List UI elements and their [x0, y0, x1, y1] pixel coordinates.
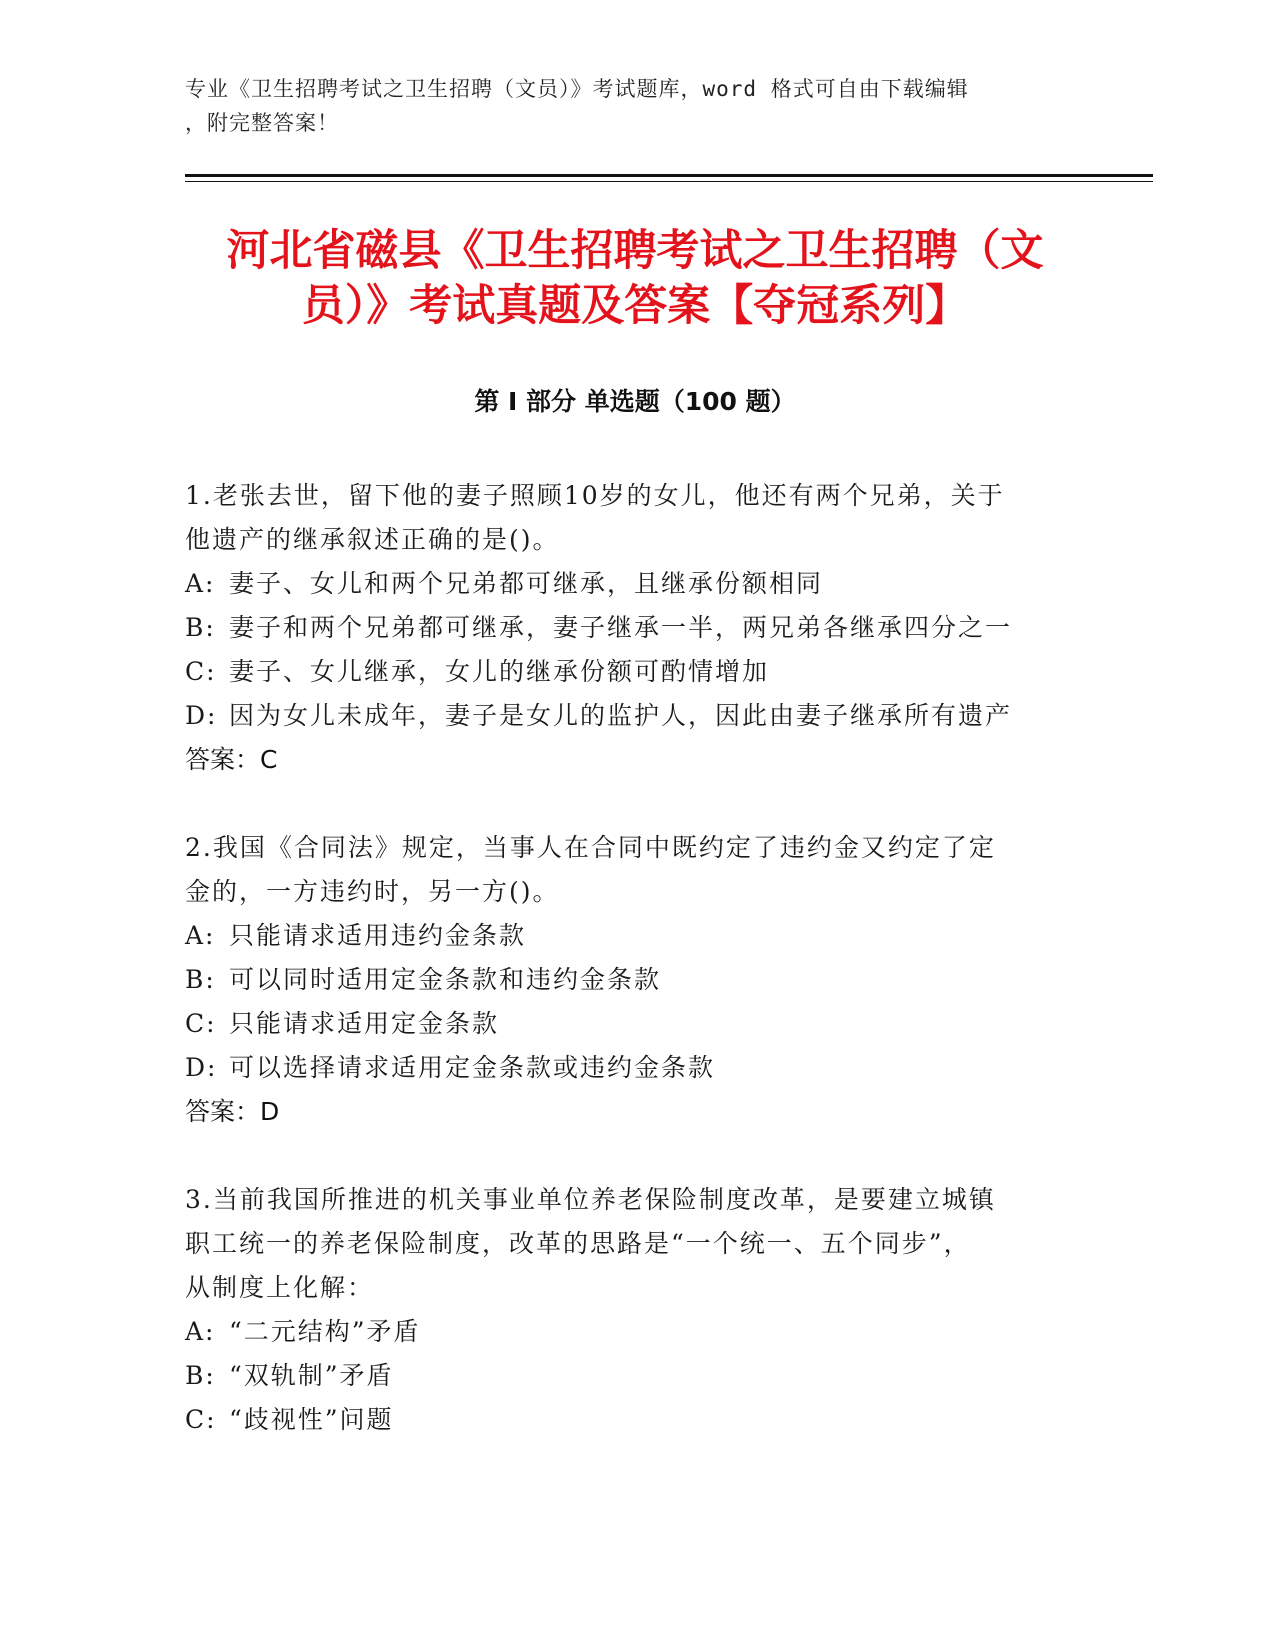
option-a	[185, 1310, 1065, 1354]
option-b	[185, 606, 1065, 650]
option-text: 因为女儿未成年，妻子是女儿的监护人，因此由妻子继承所有遗产	[229, 701, 1013, 730]
option-letter: C:	[185, 1009, 217, 1038]
option-a	[185, 562, 1065, 606]
header-divider-thin	[185, 181, 1153, 182]
question-stem	[185, 1178, 1065, 1310]
question-1	[185, 474, 1065, 782]
option-letter: C:	[185, 657, 217, 686]
option-text: 只能请求适用违约金条款	[229, 921, 527, 950]
question-stem-line: 2.我国《合同法》规定，当事人在合同中既约定了违约金又约定了定	[185, 833, 996, 862]
option-text: 妻子和两个兄弟都可继承，妻子继承一半，两兄弟各继承四分之一	[229, 613, 1013, 642]
option-text: “双轨制”矛盾	[229, 1361, 394, 1390]
document-title	[185, 224, 1085, 334]
option-d	[185, 694, 1065, 738]
document-title-line1: 河北省磁县《卫生招聘考试之卫生招聘（文	[226, 226, 1044, 276]
option-c	[185, 650, 1065, 694]
option-letter: C:	[185, 1405, 217, 1434]
question-3	[185, 1178, 1065, 1442]
option-c	[185, 1002, 1065, 1046]
option-letter: A:	[185, 921, 216, 950]
question-stem-line: 从制度上化解：	[185, 1273, 375, 1302]
section-heading: 第 I 部分 单选题（100 题）	[474, 387, 796, 416]
option-b	[185, 958, 1065, 1002]
document-title-line2: 员）》考试真题及答案【夺冠系列】	[301, 281, 969, 331]
option-d	[185, 1046, 1065, 1090]
option-text: 可以同时适用定金条款和违约金条款	[229, 965, 662, 994]
answer-key: 答案：D	[185, 1097, 280, 1126]
option-letter: B:	[185, 1361, 216, 1390]
option-letter: B:	[185, 965, 216, 994]
option-letter: D:	[185, 1053, 218, 1082]
option-letter: B:	[185, 613, 216, 642]
option-text: 妻子、女儿继承，女儿的继承份额可酌情增加	[229, 657, 770, 686]
header-note-line2: ，附完整答案！	[185, 111, 339, 135]
question-list	[185, 474, 1065, 1486]
question-stem-line: 他遗产的继承叙述正确的是()。	[185, 525, 560, 554]
option-a	[185, 914, 1065, 958]
question-stem	[185, 474, 1065, 562]
option-text: 只能请求适用定金条款	[229, 1009, 500, 1038]
option-letter: D:	[185, 701, 218, 730]
answer-key: 答案：C	[185, 745, 278, 774]
question-stem	[185, 826, 1065, 914]
question-stem-line: 1.老张去世，留下他的妻子照顾10岁的女儿，他还有两个兄弟，关于	[185, 481, 1005, 510]
option-letter: A:	[185, 1317, 216, 1346]
question-2	[185, 826, 1065, 1134]
question-stem-line: 金的，一方违约时，另一方()。	[185, 877, 560, 906]
option-c	[185, 1398, 1065, 1442]
option-b	[185, 1354, 1065, 1398]
option-text: “二元结构”矛盾	[229, 1317, 421, 1346]
question-stem-line: 3.当前我国所推进的机关事业单位养老保险制度改革，是要建立城镇	[185, 1185, 996, 1214]
option-letter: A:	[185, 569, 216, 598]
option-text: 妻子、女儿和两个兄弟都可继承，且继承份额相同	[229, 569, 824, 598]
question-stem-line: 职工统一的养老保险制度，改革的思路是“一个统一、五个同步”，	[185, 1229, 971, 1258]
header-note	[185, 72, 1065, 140]
header-note-line1: 专业《卫生招聘考试之卫生招聘（文员）》考试题库，word 格式可自由下载编辑	[185, 77, 969, 101]
header-divider-thick	[185, 174, 1153, 177]
option-text: “歧视性”问题	[229, 1405, 394, 1434]
option-text: 可以选择请求适用定金条款或违约金条款	[229, 1053, 716, 1082]
